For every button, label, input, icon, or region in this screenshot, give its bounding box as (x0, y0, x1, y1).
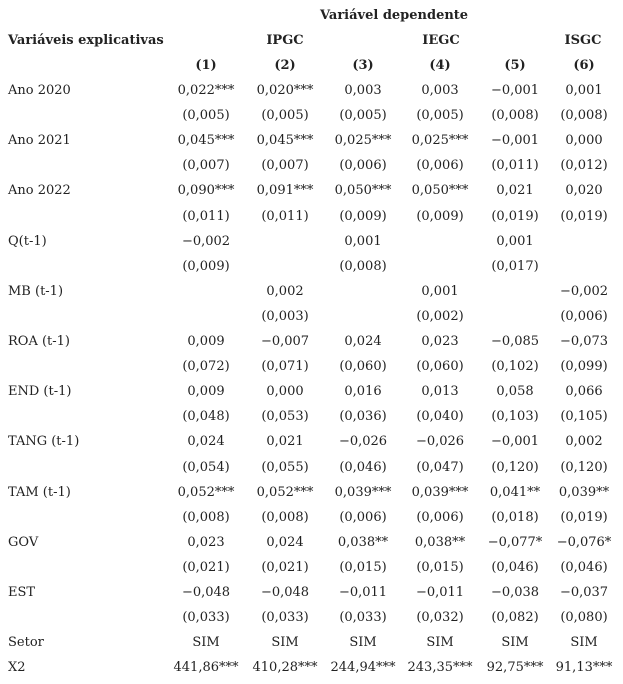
coefficient-cell: −0,011 (338, 585, 388, 600)
table-row (0, 585, 623, 609)
footer-value-cell: 410,28*** (252, 660, 318, 675)
coefficient-cell: 0,023 (187, 535, 225, 550)
standard-error-cell: (0,007) (182, 158, 230, 173)
table-row-standard-errors (0, 108, 623, 132)
header-row-groups (0, 33, 623, 57)
standard-error-cell: (0,002) (416, 309, 464, 324)
coefficient-cell: −0,011 (415, 585, 465, 600)
standard-error-cell: (0,046) (560, 560, 608, 575)
table-row (0, 183, 623, 207)
standard-error-cell: (0,105) (560, 409, 608, 424)
standard-error-cell: (0,003) (261, 309, 309, 324)
standard-error-cell: (0,033) (261, 610, 309, 625)
variable-label: TAM (t-1) (8, 485, 71, 500)
standard-error-cell: (0,008) (560, 108, 608, 123)
standard-error-cell: (0,032) (416, 610, 464, 625)
coefficient-cell: −0,073 (559, 334, 609, 349)
table-row-standard-errors (0, 460, 623, 484)
coefficient-cell: 0,002 (565, 434, 603, 449)
coefficient-cell: 0,002 (266, 284, 304, 299)
standard-error-cell: (0,005) (339, 108, 387, 123)
standard-error-cell: (0,008) (261, 510, 309, 525)
coefficient-cell: 0,025*** (334, 133, 392, 148)
standard-error-cell: (0,019) (560, 209, 608, 224)
standard-error-cell: (0,021) (261, 560, 309, 575)
standard-error-cell: (0,008) (182, 510, 230, 525)
coefficient-cell: 0,000 (565, 133, 603, 148)
table-row (0, 434, 623, 458)
coefficient-cell: 0,025*** (411, 133, 469, 148)
table-row (0, 83, 623, 107)
standard-error-cell: (0,009) (339, 209, 387, 224)
coefficient-cell: 0,090*** (177, 183, 235, 198)
table-row-standard-errors (0, 560, 623, 584)
standard-error-cell: (0,005) (182, 108, 230, 123)
column-number: (5) (504, 58, 526, 73)
standard-error-cell: (0,060) (339, 359, 387, 374)
coefficient-cell: 0,020 (565, 183, 603, 198)
coefficient-cell: −0,077* (487, 535, 543, 550)
standard-error-cell: (0,011) (182, 209, 230, 224)
standard-error-cell: (0,006) (339, 510, 387, 525)
table-row-standard-errors (0, 610, 623, 634)
variable-label: MB (t-1) (8, 284, 64, 299)
group-header-isgc: ISGC (564, 33, 602, 48)
footer-value-cell: 441,86*** (173, 660, 239, 675)
footer-value-cell: SIM (192, 635, 220, 650)
standard-error-cell: (0,071) (261, 359, 309, 374)
coefficient-cell: 0,038** (337, 535, 389, 550)
standard-error-cell: (0,007) (261, 158, 309, 173)
variable-label: Ano 2020 (8, 83, 71, 98)
footer-value-cell: 244,94*** (330, 660, 396, 675)
footer-value-cell: 92,75*** (486, 660, 544, 675)
variable-label: Ano 2021 (8, 133, 71, 148)
standard-error-cell: (0,048) (182, 409, 230, 424)
variable-label: Ano 2022 (8, 183, 71, 198)
group-header-iegc: IEGC (422, 33, 460, 48)
standard-error-cell: (0,008) (491, 108, 539, 123)
table-row (0, 334, 623, 358)
standard-error-cell: (0,017) (491, 259, 539, 274)
coefficient-cell: 0,045*** (177, 133, 235, 148)
coefficient-cell: 0,020*** (256, 83, 314, 98)
column-number: (1) (195, 58, 217, 73)
standard-error-cell: (0,047) (416, 460, 464, 475)
coefficient-cell: −0,026 (415, 434, 465, 449)
column-number: (6) (573, 58, 595, 73)
standard-error-cell: (0,012) (560, 158, 608, 173)
coefficient-cell: −0,038 (490, 585, 540, 600)
coefficient-cell: −0,007 (260, 334, 310, 349)
standard-error-cell: (0,006) (560, 309, 608, 324)
standard-error-cell: (0,036) (339, 409, 387, 424)
footer-value-cell: SIM (501, 635, 529, 650)
standard-error-cell: (0,011) (261, 209, 309, 224)
coefficient-cell: 0,041** (489, 485, 541, 500)
standard-error-cell: (0,015) (416, 560, 464, 575)
coefficient-cell: 0,013 (421, 384, 459, 399)
coefficient-cell: −0,026 (338, 434, 388, 449)
coefficient-cell: −0,002 (181, 234, 231, 249)
coefficient-cell: −0,085 (490, 334, 540, 349)
standard-error-cell: (0,015) (339, 560, 387, 575)
standard-error-cell: (0,055) (261, 460, 309, 475)
coefficient-cell: 0,050*** (411, 183, 469, 198)
dependent-variable-header: Variável dependente (320, 8, 469, 23)
standard-error-cell: (0,005) (261, 108, 309, 123)
group-header-ipgc: IPGC (266, 33, 304, 48)
standard-error-cell: (0,005) (416, 108, 464, 123)
variable-label: EST (8, 585, 36, 600)
standard-error-cell: (0,009) (182, 259, 230, 274)
coefficient-cell: 0,001 (421, 284, 459, 299)
coefficient-cell: 0,024 (344, 334, 382, 349)
standard-error-cell: (0,054) (182, 460, 230, 475)
column-number: (3) (352, 58, 374, 73)
variable-label: Q(t-1) (8, 234, 47, 249)
footer-value-cell: SIM (426, 635, 454, 650)
table-row (0, 485, 623, 509)
standard-error-cell: (0,006) (339, 158, 387, 173)
footer-label: X2 (8, 660, 26, 675)
coefficient-cell: 0,045*** (256, 133, 314, 148)
standard-error-cell: (0,082) (491, 610, 539, 625)
coefficient-cell: 0,000 (266, 384, 304, 399)
coefficient-cell: 0,050*** (334, 183, 392, 198)
explanatory-variables-header: Variáveis explicativas (8, 33, 164, 48)
coefficient-cell: 0,052*** (256, 485, 314, 500)
standard-error-cell: (0,040) (416, 409, 464, 424)
standard-error-cell: (0,019) (491, 209, 539, 224)
standard-error-cell: (0,099) (560, 359, 608, 374)
standard-error-cell: (0,046) (339, 460, 387, 475)
footer-value-cell: 243,35*** (407, 660, 473, 675)
coefficient-cell: 0,001 (565, 83, 603, 98)
coefficient-cell: 0,091*** (256, 183, 314, 198)
coefficient-cell: −0,001 (490, 133, 540, 148)
footer-value-cell: 91,13*** (555, 660, 613, 675)
coefficient-cell: 0,001 (344, 234, 382, 249)
standard-error-cell: (0,018) (491, 510, 539, 525)
coefficient-cell: 0,003 (344, 83, 382, 98)
footer-label: Setor (8, 635, 44, 650)
coefficient-cell: 0,024 (266, 535, 304, 550)
table-row (0, 384, 623, 408)
table-row-standard-errors (0, 259, 623, 283)
table-row (0, 535, 623, 559)
standard-error-cell: (0,011) (491, 158, 539, 173)
table-row (0, 234, 623, 258)
header-row-columns (0, 58, 623, 82)
coefficient-cell: 0,039** (558, 485, 610, 500)
coefficient-cell: 0,058 (496, 384, 534, 399)
variable-label: END (t-1) (8, 384, 72, 399)
variable-label: GOV (8, 535, 39, 550)
footer-row (0, 635, 623, 659)
standard-error-cell: (0,008) (339, 259, 387, 274)
column-number: (2) (274, 58, 296, 73)
table-row-standard-errors (0, 309, 623, 333)
footer-value-cell: SIM (349, 635, 377, 650)
standard-error-cell: (0,033) (182, 610, 230, 625)
coefficient-cell: 0,016 (344, 384, 382, 399)
coefficient-cell: 0,022*** (177, 83, 235, 98)
footer-value-cell: SIM (570, 635, 598, 650)
coefficient-cell: −0,037 (559, 585, 609, 600)
coefficient-cell: −0,076* (556, 535, 612, 550)
standard-error-cell: (0,080) (560, 610, 608, 625)
standard-error-cell: (0,006) (416, 510, 464, 525)
coefficient-cell: 0,009 (187, 384, 225, 399)
coefficient-cell: 0,039*** (334, 485, 392, 500)
standard-error-cell: (0,009) (416, 209, 464, 224)
coefficient-cell: 0,021 (266, 434, 304, 449)
coefficient-cell: 0,021 (496, 183, 534, 198)
table-row-standard-errors (0, 359, 623, 383)
coefficient-cell: 0,001 (496, 234, 534, 249)
table-row-standard-errors (0, 158, 623, 182)
coefficient-cell: −0,048 (260, 585, 310, 600)
coefficient-cell: −0,048 (181, 585, 231, 600)
coefficient-cell: 0,023 (421, 334, 459, 349)
standard-error-cell: (0,019) (560, 510, 608, 525)
coefficient-cell: 0,009 (187, 334, 225, 349)
standard-error-cell: (0,006) (416, 158, 464, 173)
variable-label: TANG (t-1) (8, 434, 80, 449)
variable-label: ROA (t-1) (8, 334, 70, 349)
standard-error-cell: (0,060) (416, 359, 464, 374)
standard-error-cell: (0,103) (491, 409, 539, 424)
coefficient-cell: 0,039*** (411, 485, 469, 500)
standard-error-cell: (0,046) (491, 560, 539, 575)
standard-error-cell: (0,053) (261, 409, 309, 424)
standard-error-cell: (0,120) (560, 460, 608, 475)
footer-value-cell: SIM (271, 635, 299, 650)
table-row-standard-errors (0, 209, 623, 233)
coefficient-cell: −0,001 (490, 83, 540, 98)
column-number: (4) (429, 58, 451, 73)
coefficient-cell: −0,002 (559, 284, 609, 299)
coefficient-cell: 0,038** (414, 535, 466, 550)
coefficient-cell: 0,052*** (177, 485, 235, 500)
coefficient-cell: 0,003 (421, 83, 459, 98)
coefficient-cell: 0,066 (565, 384, 603, 399)
standard-error-cell: (0,033) (339, 610, 387, 625)
standard-error-cell: (0,120) (491, 460, 539, 475)
coefficient-cell: −0,001 (490, 434, 540, 449)
table-row (0, 133, 623, 157)
coefficient-cell: 0,024 (187, 434, 225, 449)
footer-row (0, 660, 623, 684)
standard-error-cell: (0,102) (491, 359, 539, 374)
standard-error-cell: (0,021) (182, 560, 230, 575)
table-row-standard-errors (0, 409, 623, 433)
table-row-standard-errors (0, 510, 623, 534)
standard-error-cell: (0,072) (182, 359, 230, 374)
table-row (0, 284, 623, 308)
